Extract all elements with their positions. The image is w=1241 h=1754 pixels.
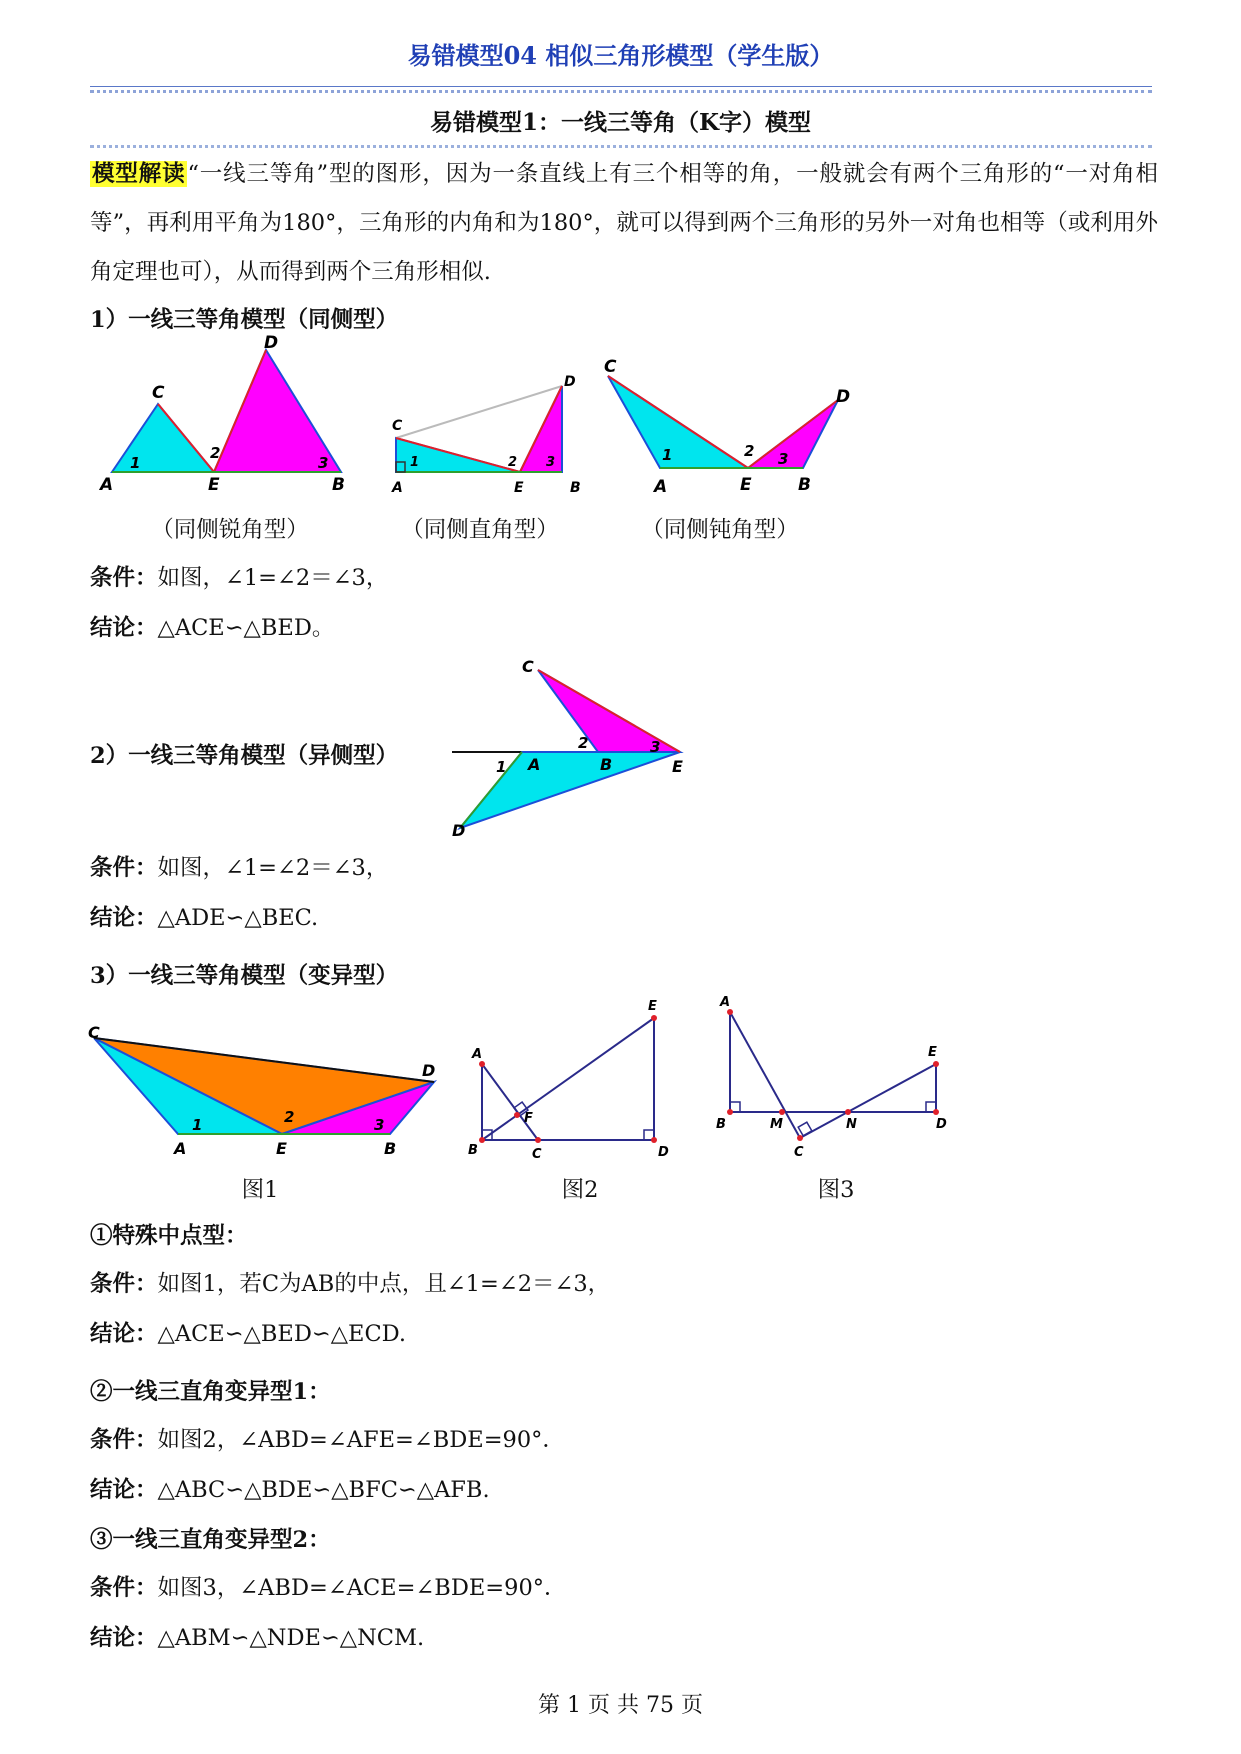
angle-1: 1 <box>192 1116 203 1134</box>
label-A: A <box>720 995 731 1010</box>
sub3-conclusion: 结论：△ABM∽△NDE∽△NCM. <box>90 1625 425 1651</box>
figure-variant-2 <box>462 994 682 1164</box>
label-C: C <box>522 657 534 676</box>
part1-condition: 条件：如图，∠1=∠2＝∠3， <box>90 565 389 591</box>
intro-tag: 模型解读 <box>92 161 186 187</box>
label-B: B <box>384 1139 397 1158</box>
angle-2: 2 <box>210 444 221 462</box>
label-A: A <box>392 480 403 496</box>
label-B: B <box>468 1143 478 1158</box>
section-rule-dotted <box>90 145 1152 148</box>
angle-3: 3 <box>778 450 789 468</box>
label-E: E <box>672 757 683 776</box>
figure-opposite-side <box>450 657 690 840</box>
angle-2: 2 <box>284 1108 295 1126</box>
sub1-conclusion: 结论：△ACE∽△BED∽△ECD. <box>90 1321 407 1347</box>
label-D: D <box>564 374 576 390</box>
label-D: D <box>452 821 466 840</box>
caption-obtuse: （同侧钝角型） <box>641 517 799 543</box>
label-D: D <box>936 1117 947 1132</box>
angle-1: 1 <box>496 758 507 776</box>
part1-conclusion: 结论：△ACE∽△BED。 <box>90 615 335 641</box>
angle-1: 1 <box>130 454 141 472</box>
label-E: E <box>208 475 220 495</box>
label-B: B <box>798 475 811 495</box>
label-C: C <box>392 418 403 434</box>
angle-2: 2 <box>508 455 518 470</box>
header-rule <box>90 86 1152 87</box>
label-N: N <box>846 1117 857 1132</box>
label-C: C <box>794 1145 804 1160</box>
label-A: A <box>100 475 114 495</box>
angle-1: 1 <box>662 446 673 464</box>
sub2-conclusion: 结论：△ABC∽△BDE∽△BFC∽△AFB. <box>90 1477 490 1503</box>
angle-2: 2 <box>744 442 755 460</box>
label-A: A <box>174 1139 187 1158</box>
label-D: D <box>836 387 851 407</box>
intro-paragraph <box>90 150 1158 297</box>
label-D: D <box>264 333 279 353</box>
label-B: B <box>716 1117 726 1132</box>
figure-acute <box>96 333 356 500</box>
caption-acute: （同侧锐角型） <box>151 517 309 543</box>
label-B: B <box>600 755 613 774</box>
angle-3: 3 <box>374 1116 385 1134</box>
label-E: E <box>648 999 657 1014</box>
figure-variant-3 <box>710 992 950 1162</box>
label-M: M <box>770 1117 783 1132</box>
angle-3: 3 <box>318 454 329 472</box>
part3-heading: 3）一线三等角模型（变异型） <box>90 963 399 989</box>
triangle-ace <box>112 404 214 472</box>
part1-heading: 1）一线三等角模型（同侧型） <box>90 307 399 333</box>
label-A: A <box>472 1047 483 1062</box>
angle-2: 2 <box>578 734 589 752</box>
label-C: C <box>604 357 617 377</box>
triangle-ade <box>460 752 680 828</box>
sub3-heading: ③一线三直角变异型2： <box>90 1527 331 1553</box>
part2-condition: 条件：如图，∠1=∠2＝∠3， <box>90 855 389 881</box>
figure-obtuse <box>598 356 858 496</box>
document-title: 易错模型04 相似三角形模型（学生版） <box>407 41 834 70</box>
figure-right <box>384 370 594 500</box>
caption-fig2: 图2 <box>561 1177 599 1203</box>
label-E: E <box>276 1139 287 1158</box>
label-D: D <box>422 1061 436 1080</box>
label-B: B <box>332 475 345 495</box>
label-F: F <box>524 1111 533 1126</box>
header-rule-dotted <box>90 90 1152 93</box>
label-C: C <box>152 383 165 403</box>
label-E: E <box>740 475 752 495</box>
label-E: E <box>928 1045 937 1060</box>
angle-3: 3 <box>546 455 556 470</box>
label-C: C <box>532 1147 542 1162</box>
sub1-condition: 条件：如图1，若C为AB的中点，且∠1=∠2＝∠3， <box>90 1271 611 1297</box>
sub1-heading: ①特殊中点型： <box>90 1223 248 1249</box>
label-A: A <box>654 477 668 497</box>
caption-fig1: 图1 <box>241 1177 279 1203</box>
label-A: A <box>528 755 541 774</box>
section-title: 易错模型1：一线三等角（K字）模型 <box>430 109 811 136</box>
label-E: E <box>514 480 524 496</box>
figure-variant-1 <box>86 1023 446 1166</box>
label-B: B <box>570 480 581 496</box>
intro-text: “一线三等角”型的图形，因为一条直线上有三个相等的角，一般就会有两个三角形的“一对角相等”，再利用平角为180°，三角形的内角和为180°，就可以得到两个三角形的另外一对角也相等（或利用外角定理也可），从而得到两个三角形相似. <box>90 161 1158 285</box>
sub3-condition: 条件：如图3，∠ABD=∠ACE=∠BDE=90°． <box>90 1575 567 1601</box>
sub2-heading: ②一线三直角变异型1： <box>90 1379 331 1405</box>
caption-right: （同侧直角型） <box>401 517 559 543</box>
caption-fig3: 图3 <box>817 1177 855 1203</box>
angle-1: 1 <box>410 455 420 470</box>
label-C: C <box>88 1023 100 1042</box>
label-D: D <box>658 1145 669 1160</box>
page-footer: 第 1 页 共 75 页 <box>538 1693 703 1718</box>
part2-heading: 2）一线三等角模型（异侧型） <box>90 743 399 769</box>
part2-conclusion: 结论：△ADE∽△BEC. <box>90 905 319 931</box>
angle-3: 3 <box>650 738 661 756</box>
sub2-condition: 条件：如图2，∠ABD=∠AFE=∠BDE=90°． <box>90 1427 565 1453</box>
